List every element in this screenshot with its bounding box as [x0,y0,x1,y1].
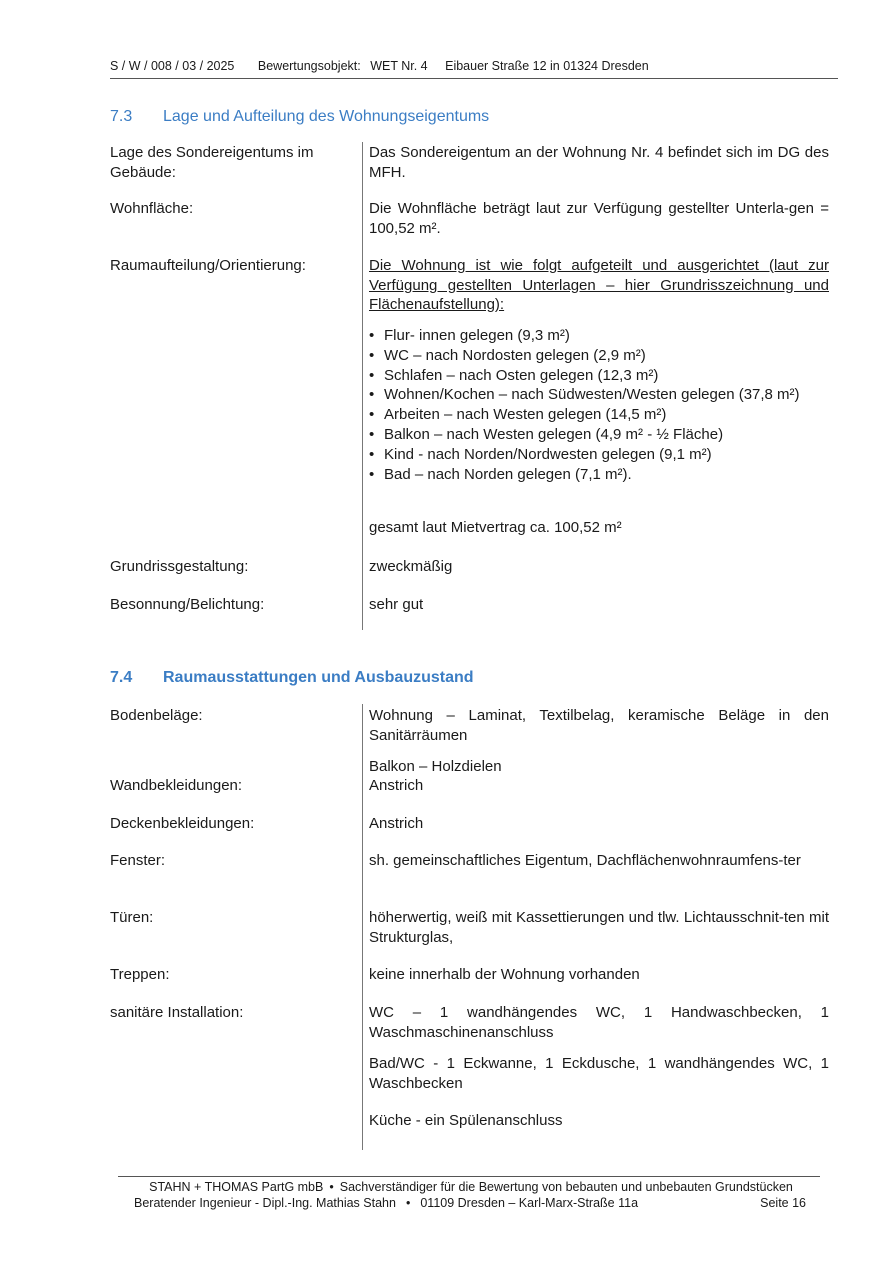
label-besonnung: Besonnung/Belichtung: [110,596,265,613]
value-wandbekleidungen: Anstrich [369,777,424,794]
list-item: • Flur- innen gelegen (9,3 m²) [369,326,829,346]
list-item: • Balkon – nach Westen gelegen (4,9 m² - ½ Fläche) [369,425,829,445]
list-item: • Wohnen/Kochen – nach Südwesten/Westen gelegen (37,8 m²) [369,385,829,405]
list-item: • Arbeiten – nach Westen gelegen (14,5 m²) [369,405,829,425]
label-deckenbekleidungen: Deckenbekleidungen: [110,815,255,832]
value-wohnflaeche: Die Wohnfläche beträgt laut zur Verfügung gestellter Unterla-gen = 100,52 m². [369,200,829,237]
value-deckenbekleidungen: Anstrich [369,815,424,832]
footer-address: 01109 Dresden – Karl-Marx-Straße 11a [420,1196,639,1210]
list-item: • Bad – nach Norden gelegen (7,1 m²). [369,465,829,485]
section-number: 7.3 [110,108,133,125]
header-divider [110,78,838,79]
object-label: Bewertungsobjekt: [257,59,361,73]
label-sanitaer: sanitäre Installation: [110,1004,244,1021]
label-wandbekleidungen: Wandbekleidungen: [110,777,243,794]
bullet-separator: • [329,1180,334,1194]
object-address: Eibauer Straße 12 in 01324 Dresden [445,59,649,73]
footer-engineer: Beratender Ingenieur - Dipl.-Ing. Mathias Stahn [134,1196,396,1210]
column-divider-7-4 [362,704,363,1150]
value-raumaufteilung-intro: Die Wohnung ist wie folgt aufgeteilt und ausgerichtet (laut zur Verfügung gestellten Unterlagen – hier Grundrisszeichnung und Flächenaufstellung): [369,257,829,313]
label-raumaufteilung: Raumaufteilung/Orientierung: [110,257,306,274]
footer-line-1 [118,1180,824,1194]
value-fenster: sh. gemeinschaftliches Eigentum, Dachflächenwohnraumfens-ter [369,852,801,869]
page-number: Seite 16 [760,1196,806,1210]
label-bodenbelaege: Bodenbeläge: [110,707,203,724]
label-grundriss: Grundrissgestaltung: [110,558,249,575]
value-bodenbelaege-balkon: Balkon – Holzdielen [369,758,502,775]
value-besonnung: sehr gut [369,596,424,613]
footer-firm: STAHN + THOMAS PartG mbB [149,1180,324,1194]
value-raum-total: gesamt laut Mietvertrag ca. 100,52 m² [369,519,622,536]
section-title: Raumausstattungen und Ausbauzustand [163,669,474,686]
list-item: • WC – nach Nordosten gelegen (2,9 m²) [369,346,829,366]
list-item: • Kind - nach Norden/Nordwesten gelegen (9,1 m²) [369,445,829,465]
section-heading-7-4 [110,669,474,687]
section-number: 7.4 [110,669,133,686]
label-fenster: Fenster: [110,852,166,869]
label-tueren: Türen: [110,909,154,926]
value-sanitaer-kueche: Küche - ein Spülenanschluss [369,1112,563,1129]
value-tueren: höherwertig, weiß mit Kassettierungen und tlw. Lichtausschnit-ten mit Strukturglas, [369,909,829,946]
section-title: Lage und Aufteilung des Wohnungseigentums [163,108,490,125]
value-sanitaer-wc: WC – 1 wandhängendes WC, 1 Handwaschbecken, 1 Waschmaschinenanschluss [369,1004,829,1041]
page-header [110,59,838,73]
label-lage: Lage des Sondereigentums im Gebäude: [110,144,314,181]
value-lage: Das Sondereigentum an der Wohnung Nr. 4 befindet sich im DG des MFH. [369,144,829,181]
list-item: • Schlafen – nach Osten gelegen (12,3 m²) [369,366,829,386]
document-reference: S / W / 008 / 03 / 2025 [110,59,235,73]
label-wohnflaeche: Wohnfläche: [110,200,194,217]
value-grundriss: zweckmäßig [369,558,453,575]
footer-divider [118,1176,820,1177]
object-unit: WET Nr. 4 [370,59,428,73]
value-bodenbelaege-wohnung: Wohnung – Laminat, Textilbelag, keramische Beläge in den Sanitärräumen [369,707,829,744]
column-divider-7-3 [362,142,363,630]
value-treppen: keine innerhalb der Wohnung vorhanden [369,966,640,983]
label-treppen: Treppen: [110,966,170,983]
room-list [369,326,829,484]
bullet-separator: • [405,1196,411,1210]
value-sanitaer-bad: Bad/WC - 1 Eckwanne, 1 Eckdusche, 1 wandhängendes WC, 1 Waschbecken [369,1055,829,1092]
footer-line-2 [134,1196,806,1210]
section-heading-7-3 [110,108,489,126]
footer-firm-description: Sachverständiger für die Bewertung von bebauten und unbebauten Grundstücken [339,1180,793,1194]
